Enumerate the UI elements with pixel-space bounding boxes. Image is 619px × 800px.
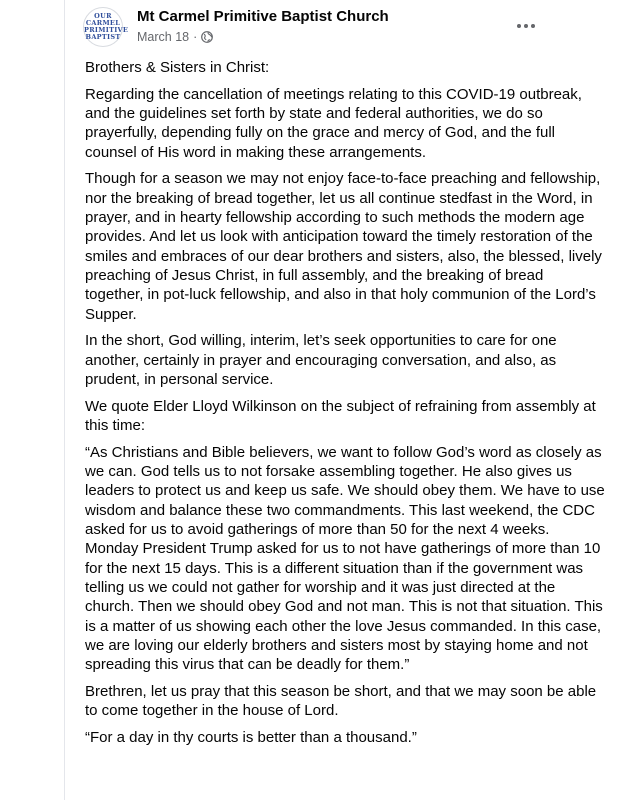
avatar-text-line: CARMEL [85, 19, 121, 27]
post-header [65, 0, 619, 52]
avatar-text-line: PRIMITIVE [84, 26, 129, 34]
post-card [64, 0, 618, 800]
post-meta [137, 30, 213, 44]
page-name-link[interactable]: Mt Carmel Primitive Baptist Church [137, 8, 389, 25]
avatar-text-line: BAPTIST [85, 33, 121, 41]
post-paragraph: Brothers & Sisters in Christ: [85, 59, 270, 76]
post-paragraph: Brethren, let us pray that this season be short, and that we may soon be able to come together in the house of Lord. [85, 682, 597, 720]
globe-icon [201, 31, 213, 43]
post-paragraph: Though for a season we may not enjoy face-to-face preaching and fellowship, nor the breaking of bread together, let us all continue stedfast in the Word, in prayer, and in hearty fellowship according to such methods the modern age provides. And let us look with anticipation toward the timely restoration of the smiles and embraces of our dear brothers and sisters, also, the blessed, lively preaching of Jesus Christ, in full assembly, and the breaking of bread together, in pot-luck fellowship, and also in that holy communion of the Lord’s Supper. [85, 170, 602, 323]
post-paragraph: Regarding the cancellation of meetings relating to this COVID-19 outbreak, and the guidelines set forth by state and federal authorities, we do so prayerfully, depending fully on the grace and mercy of God, and the full counsel of His word in making these arrangements. [85, 85, 582, 161]
post-body [85, 58, 605, 755]
post-paragraph: “As Christians and Bible believers, we want to follow God’s word as closely as we can. God tells us to not forsake assembling together. He also gives us leaders to protect us and keep us safe. We should obey them. We have to use wisdom and balance these two commandments. This last weekend, the CDC asked for us to avoid gatherings of more than 50 for the next 4 weeks. Monday President Trump asked for us to not have gatherings of more than 10 for the next 15 days. This is a different situation than if the government was telling us we could not gather for worship and it was just directed at the church. Then we should obey God and not man. This is not that situation. This is a matter of us showing each other the love Jesus commanded. In this case, we are loving our elderly brothers and sisters most by staying home and not spreading this virus that can be deadly for them.” [85, 443, 605, 674]
post-paragraph: In the short, God willing, interim, let’s seek opportunities to care for one another, certainly in prayer and encouraging conversation, and also, as prudent, in personal service. [85, 332, 557, 388]
more-options-icon[interactable] [513, 16, 539, 36]
avatar[interactable] [83, 7, 129, 47]
post-paragraph: “For a day in thy courts is better than a thousand.” [85, 729, 417, 746]
post-date-link[interactable]: March 18 [137, 30, 190, 44]
avatar-text-line: OUR [94, 12, 112, 20]
post-paragraph: We quote Elder Lloyd Wilkinson on the subject of refraining from assembly at this time: [85, 397, 596, 435]
meta-separator: · [193, 30, 198, 44]
